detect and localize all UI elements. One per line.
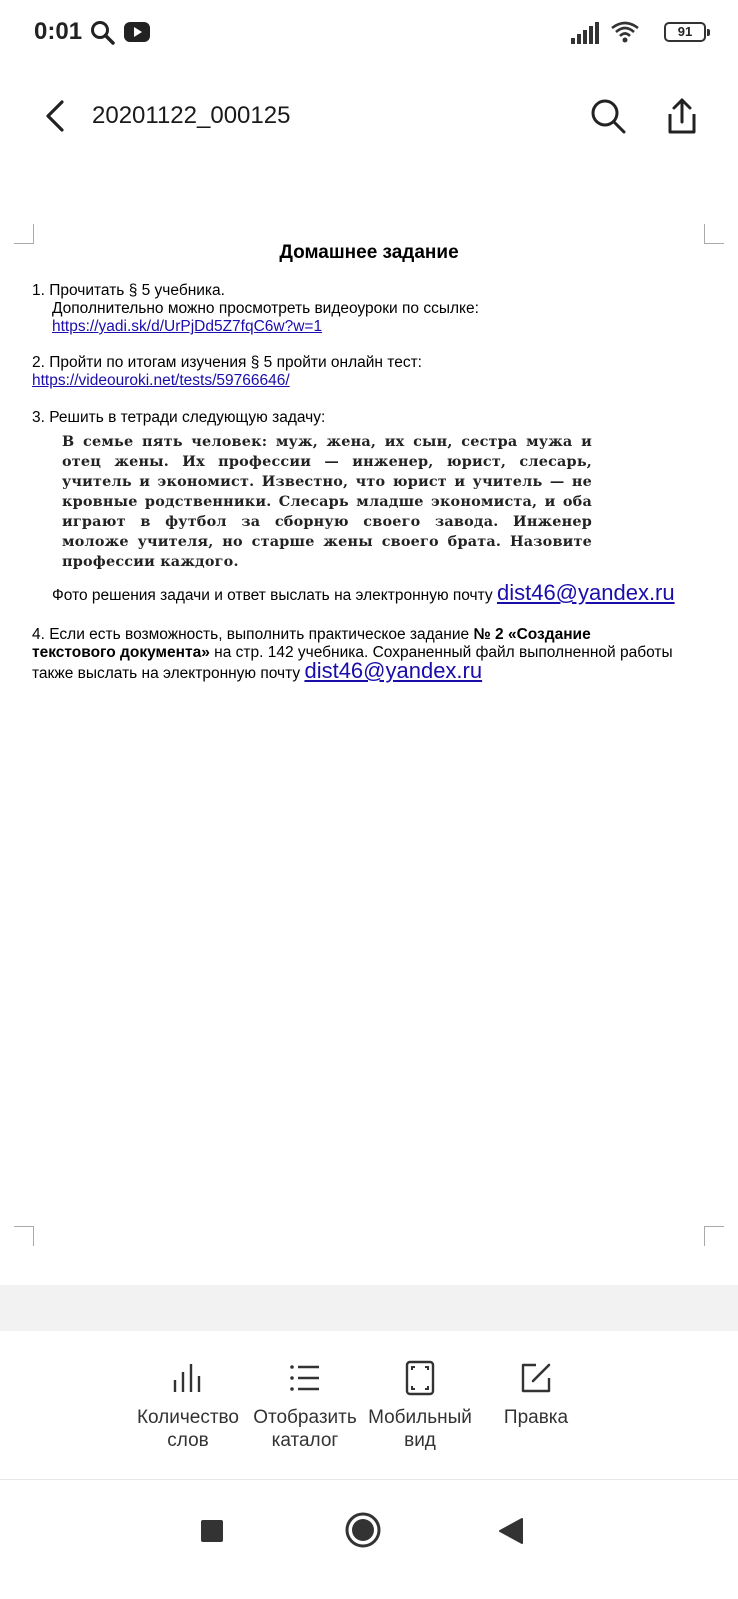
word-count-button[interactable] [128, 1360, 248, 1452]
word-count-label-1: Количество [136, 1407, 240, 1428]
show-catalog-label-2: каталог [271, 1430, 339, 1451]
task-4-text: 4. Если есть возможность, выполнить практическое задание [32, 626, 474, 643]
task-4-text-cont: на стр. 142 учебника. Сохраненный файл выполненной работы [209, 644, 673, 661]
page-corner-mark [14, 1226, 34, 1246]
task-item-1 [32, 282, 479, 336]
mobile-view-icon [402, 1360, 438, 1396]
battery-icon: 91 [664, 22, 706, 42]
task-3-send-line [52, 580, 675, 605]
edit-label: Правка [503, 1407, 569, 1428]
wifi-icon [610, 20, 640, 49]
mobile-view-label-1: Мобильный [368, 1407, 472, 1428]
task-4-send-text: также выслать на электронную почту [32, 665, 301, 682]
task-3-send-text: Фото решения задачи и ответ выслать на электронную почту [52, 587, 493, 604]
search-icon [90, 20, 116, 51]
mobile-view-button[interactable] [360, 1360, 480, 1452]
bottom-toolbar [0, 1332, 738, 1480]
task-3-text: 3. Решить в тетради следующую задачу: [32, 409, 326, 426]
online-test-link[interactable]: https://videouroki.net/tests/59766646/ [32, 372, 290, 389]
page-corner-mark [704, 224, 724, 244]
problem-scan-text: В семье пять человек: муж, жена, их сын, сестра мужа и отец жены. Их профессии — инженер, юрист, слесарь, учитель и экономист. Известно, что юрист и учитель — не кровные родственники. Слесарь младше экономиста, и оба играют в футбол за сборную своего завода. Инженер моложе учителя, но старше жены своего брата. Назовите профессии каждого. [62, 433, 592, 570]
task-item-3 [32, 409, 325, 427]
task-1-note: Дополнительно можно просмотреть видеоуроки по ссылке: [52, 300, 479, 317]
edit-icon [518, 1360, 554, 1396]
show-catalog-label-1: Отобразить [253, 1407, 357, 1428]
task-4-bold-title: № 2 «Создание [473, 626, 591, 643]
email-link[interactable]: dist46@yandex.ru [496, 580, 675, 605]
bar-chart-icon [170, 1360, 206, 1396]
page-corner-mark [704, 1226, 724, 1246]
edit-button[interactable] [476, 1360, 596, 1429]
signal-icon [571, 22, 601, 49]
app-header [0, 80, 738, 154]
mobile-view-label-2: вид [404, 1430, 436, 1451]
word-count-label-2: слов [167, 1430, 209, 1451]
task-item-4 [32, 626, 722, 683]
toolbar-divider-band [0, 1285, 738, 1331]
task-1-text: 1. Прочитать § 5 учебника. [32, 282, 225, 299]
share-icon[interactable] [660, 94, 704, 138]
document-title: 20201122_000125 [92, 102, 291, 129]
task-4-bold-title-cont: текстового документа» [32, 644, 210, 661]
search-icon[interactable] [586, 94, 630, 138]
status-time: 0:01 [34, 18, 83, 45]
task-2-text: 2. Пройти по итогам изучения § 5 пройти онлайн тест: [32, 354, 422, 371]
email-link[interactable]: dist46@yandex.ru [304, 658, 483, 683]
document-heading: Домашнее задание [279, 242, 459, 263]
status-bar [0, 0, 738, 66]
list-icon [287, 1360, 323, 1396]
page-corner-mark [14, 224, 34, 244]
recent-apps-icon[interactable] [200, 1519, 224, 1548]
task-item-2 [32, 354, 422, 390]
back-arrow-icon[interactable] [36, 96, 76, 136]
video-lessons-link[interactable]: https://yadi.sk/d/UrPjDd5Z7fqC6w?w=1 [52, 318, 323, 335]
youtube-icon [124, 22, 150, 47]
document-page [10, 220, 728, 1250]
home-icon[interactable] [344, 1511, 382, 1554]
system-nav-bar [0, 1481, 738, 1599]
show-catalog-button[interactable] [245, 1360, 365, 1452]
back-icon[interactable] [498, 1517, 524, 1550]
